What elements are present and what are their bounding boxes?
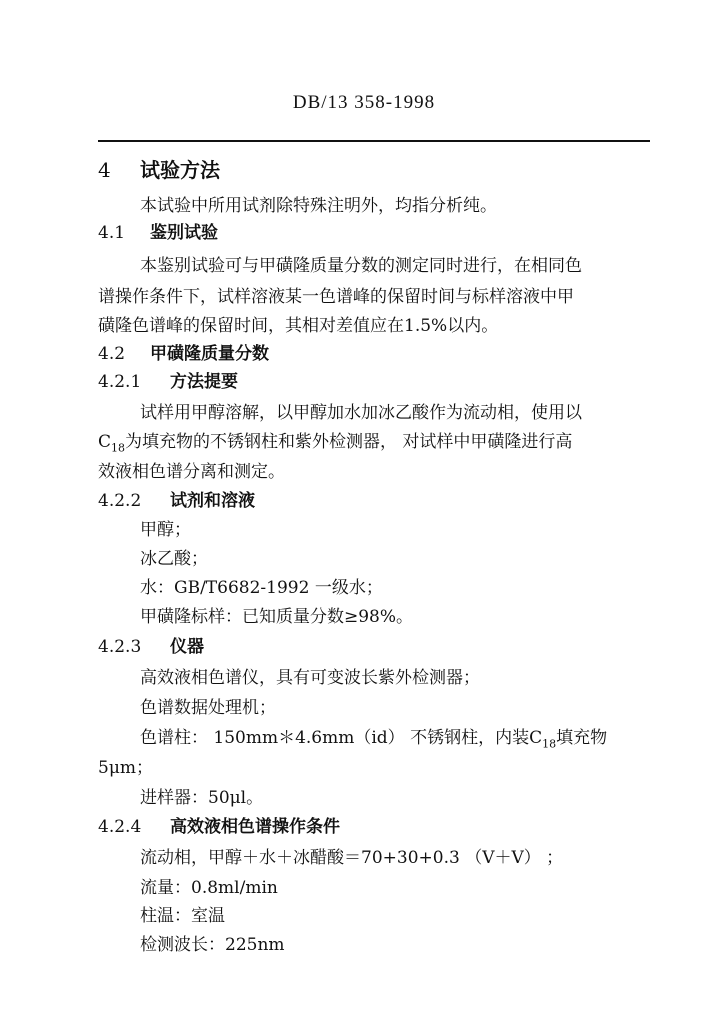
section-title: 仪器 bbox=[170, 637, 204, 657]
paragraph-text: 为填充物的不锈钢柱和紫外检测器， 对试样中甲磺隆进行高 bbox=[125, 432, 573, 452]
paragraph-text: 色谱柱： 150mm＊4.6mm（id） 不锈钢柱，内装C bbox=[140, 728, 543, 748]
paragraph-text: 填充物 bbox=[556, 728, 608, 748]
section-4-heading bbox=[98, 158, 670, 182]
list-item: 进样器：50μl。 bbox=[140, 788, 264, 808]
list-item: 流动相，甲醇＋水＋冰醋酸＝70+30+0.3 （V＋V） ； bbox=[140, 848, 564, 868]
section-title: 甲磺隆质量分数 bbox=[150, 344, 269, 364]
list-item: 柱温：室温 bbox=[140, 906, 225, 926]
section-4-2-3-heading bbox=[98, 635, 670, 659]
section-4-2-1-heading bbox=[98, 370, 670, 394]
paragraph-line: 5μm； bbox=[98, 758, 153, 778]
section-title: 方法提要 bbox=[170, 372, 238, 392]
section-title: 鉴别试验 bbox=[150, 223, 218, 243]
list-item: 甲磺隆标样：已知质量分数≥98%。 bbox=[140, 607, 414, 627]
section-title: 高效液相色谱操作条件 bbox=[170, 817, 340, 837]
subscript: 18 bbox=[111, 441, 126, 455]
section-number: 4 bbox=[98, 158, 111, 182]
section-number: 4.2.3 bbox=[98, 637, 142, 657]
section-4-1-heading bbox=[98, 221, 670, 245]
list-item: 冰乙酸； bbox=[140, 549, 208, 569]
paragraph-line: 效液相色谱分离和测定。 bbox=[98, 462, 285, 482]
section-title: 试剂和溶液 bbox=[170, 491, 255, 511]
section-4-2-2-heading bbox=[98, 489, 670, 513]
paragraph-line: 试样用甲醇溶解，以甲醇加水加冰乙酸作为流动相，使用以 bbox=[140, 403, 582, 423]
paragraph-line: 磺隆色谱峰的保留时间，其相对差值应在1.5%以内。 bbox=[98, 316, 499, 336]
chemical-symbol: C bbox=[98, 432, 112, 452]
list-item: 水：GB/T6682-1992 一级水； bbox=[140, 578, 383, 598]
header-divider bbox=[98, 140, 650, 142]
paragraph-line bbox=[98, 430, 670, 460]
section-number: 4.2.2 bbox=[98, 491, 142, 511]
list-item: 流量：0.8ml/min bbox=[140, 878, 278, 898]
intro-paragraph: 本试验中所用试剂除特殊注明外，均指分析纯。 bbox=[140, 196, 497, 216]
standard-code-header: DB/13 358-1998 bbox=[292, 92, 436, 113]
section-title: 试验方法 bbox=[140, 158, 220, 182]
list-item: 甲醇； bbox=[140, 520, 191, 540]
section-4-2-4-heading bbox=[98, 815, 670, 839]
section-4-2-heading bbox=[98, 342, 670, 366]
list-item: 检测波长：225nm bbox=[140, 935, 285, 955]
section-number: 4.1 bbox=[98, 223, 126, 243]
list-item: 高效液相色谱仪，具有可变波长紫外检测器； bbox=[140, 668, 480, 688]
paragraph-line: 谱操作条件下，试样溶液某一色谱峰的保留时间与标样溶液中甲 bbox=[98, 287, 574, 307]
list-item: 色谱数据处理机； bbox=[140, 698, 276, 718]
paragraph-line: 本鉴别试验可与甲磺隆质量分数的测定同时进行，在相同色 bbox=[140, 256, 582, 276]
list-item bbox=[140, 726, 670, 756]
section-number: 4.2 bbox=[98, 344, 126, 364]
subscript: 18 bbox=[542, 737, 557, 751]
section-number: 4.2.4 bbox=[98, 817, 142, 837]
section-number: 4.2.1 bbox=[98, 372, 142, 392]
